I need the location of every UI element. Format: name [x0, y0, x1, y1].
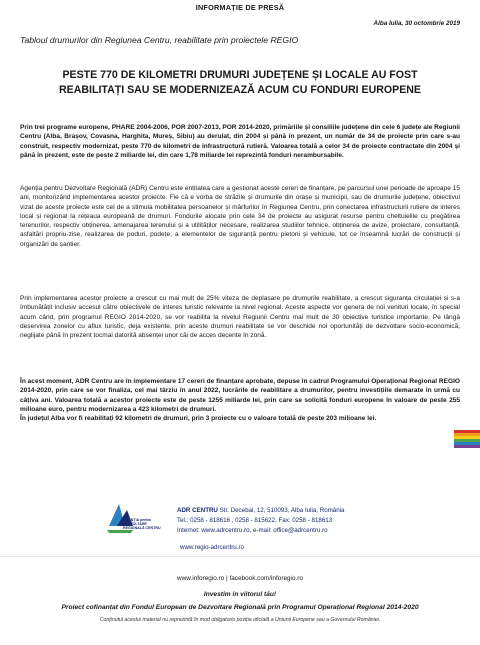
release-date: Alba Iulia, 30 octombrie 2019 — [373, 20, 460, 27]
disclaimer: Conținutul acestui material nu reprezintă în mod obligatoriu poziția oficială a Uniunii Europene sau a Guvernului României. — [99, 617, 381, 623]
paragraph-intro: Prin trei programe europene, PHARE 2004-2006, POR 2007-2013, POR 2014-2020, primăriile și consiliile județene din cele 6 județe ale Regiunii Centru (Alba, Brașov, Covasna, Harghita, Mureș, Sibiu) au derulat, din 2004 și până în prezent, un număr de 34 de proiecte prin care s-au construit, respectiv modernizat, peste 770 de kilometri de infrastructură rutieră. Valoarea totală a celor 34 de proiecte contractate din 2004 și până în prezent, este de peste 2 miliarde lei, din care 1,78 miliarde lei reprezintă fonduri nerambursabile. — [20, 124, 460, 159]
paragraph-impact: Prin implementarea acestor proiecte a crescut cu mai mult de 25% viteza de deplasare pe drumurile reabilitate, a crescut siguranța circulației și s-a îmbunătățit inclusiv accesul către obiectivele de interes turistic relevante la nivel regional. Aceste aspecte vor genera de noi venituri locale, în special acum când, prin programul REGIO 2014-2020, se vor reabilita la nivelul Regiunii Centru mai mult de 30 obiective turistice importante. Pe lângă deservirea zonelor cu aflux turistic, deja existente, prin aceste drumuri reabilitate se vor deschide noi oportunități de dezvoltare socio-economică, neglijate până în prezent tocmai datorită absenței unor căi de acces decente în zonă. — [20, 295, 460, 340]
contact-address-line — [177, 506, 345, 515]
funding-statement: Proiect cofinanțat din Fondul European de Dezvoltare Regională prin Programul Operațional Regional 2014-2020 — [61, 604, 419, 611]
contact-phones: Tel.: 0258 - 818616 , 0258 - 815622, Fax: 0258 - 818613 — [177, 517, 333, 524]
org-address: Str. Decebal, 12, 510093, Alba Iulia, România — [219, 507, 345, 514]
footer-divider — [0, 556, 480, 557]
footer-motto: Investim în viitorul tău! — [203, 591, 277, 598]
footer-links[interactable]: www.inforegio.ro | facebook.com/inforegio.ro — [177, 575, 303, 582]
paragraph-current-alba: În județul Alba vor fi reabilitați 92 kilometri de drumuri, prin 3 proiecte cu o valoare totală de peste 203 milioane lei. — [20, 415, 377, 423]
paragraph-current-main: În acest moment, ADR Centru are în implementare 17 cereri de finanțare aprobate, depuse în cadrul Programului Operațional Regional REGIO 2014-2020, prin care se vor finaliza, cel mai târziu în anul 2022, lucrările de reabilitare a drumurilor, pentru investițiile demarate în urmă cu câțiva ani. Valoarea totală a acestor proiecte este de peste 1255 miliarde lei, prin care se solicită fonduri europene în valoare de peste 255 milioane euro, pentru modernizarea a 423 kilometri de drumuri. — [20, 378, 460, 413]
headline-line-1: PESTE 770 DE KILOMETRI DRUMURI JUDEȚENE ȘI LOCALE AU FOST — [62, 69, 418, 81]
regio-website-link[interactable]: www.regio-adrcentru.ro — [180, 544, 244, 551]
headline — [24, 68, 456, 98]
headline-line-2: REABILITAȚI SAU SE MODERNIZEAZĂ ACUM CU FONDURI EUROPENE — [59, 84, 421, 96]
paragraph-adr: Agenția pentru Dezvoltare Regională (ADR) Centru este entitatea care a gestionat aceste cereri de finanțare, pe parcursul unei perioade de aproape 15 ani, monitorizând implementarea acestor proiecte. Fie că e vorba de străzile și drumurile din orașe și municipii, sau de drumurile județene, obiectivul vizat de aceste proiecte este cel de a stimula mobilitatea persoanelor și mărfurilor în Regiunea Centru, prin conectarea infrastructurii rutiere de interes local și regional la rețeaua europeană de drumuri. Fondurile alocate prin cele 34 de proiecte au asigurat resurse pentru cheltuielile cu pregătirea terenurilor, respectiv obținerea, amenajarea terenului și a utilităților necesare, realizarea studiilor tehnice, obținerea de avize, proiectare, consultanță, asfaltări propriu-zise, realizarea de poduri, podețe, a elementelor de siguranță pentru pietoni și vehicule, tot ce înseamnă lucrări de construcții și organizări de șantier. — [20, 185, 460, 248]
contact-internet[interactable]: Internet: www.adrcentru.ro, e-mail: office@adrcentru.ro — [177, 527, 328, 534]
subtitle: Tabloul drumurilor din Regiunea Centru, reabilitate prin proiectele REGIO — [20, 35, 299, 45]
logo-caption: AGENȚIA pentru DEZVOLTARE REGIONALĂ CENTRU — [123, 518, 161, 530]
color-stripe — [454, 445, 480, 448]
paragraph-current — [20, 377, 460, 423]
org-name: ADR CENTRU — [177, 507, 218, 514]
press-release-header: INFORMAȚIE DE PRESĂ — [195, 3, 285, 12]
